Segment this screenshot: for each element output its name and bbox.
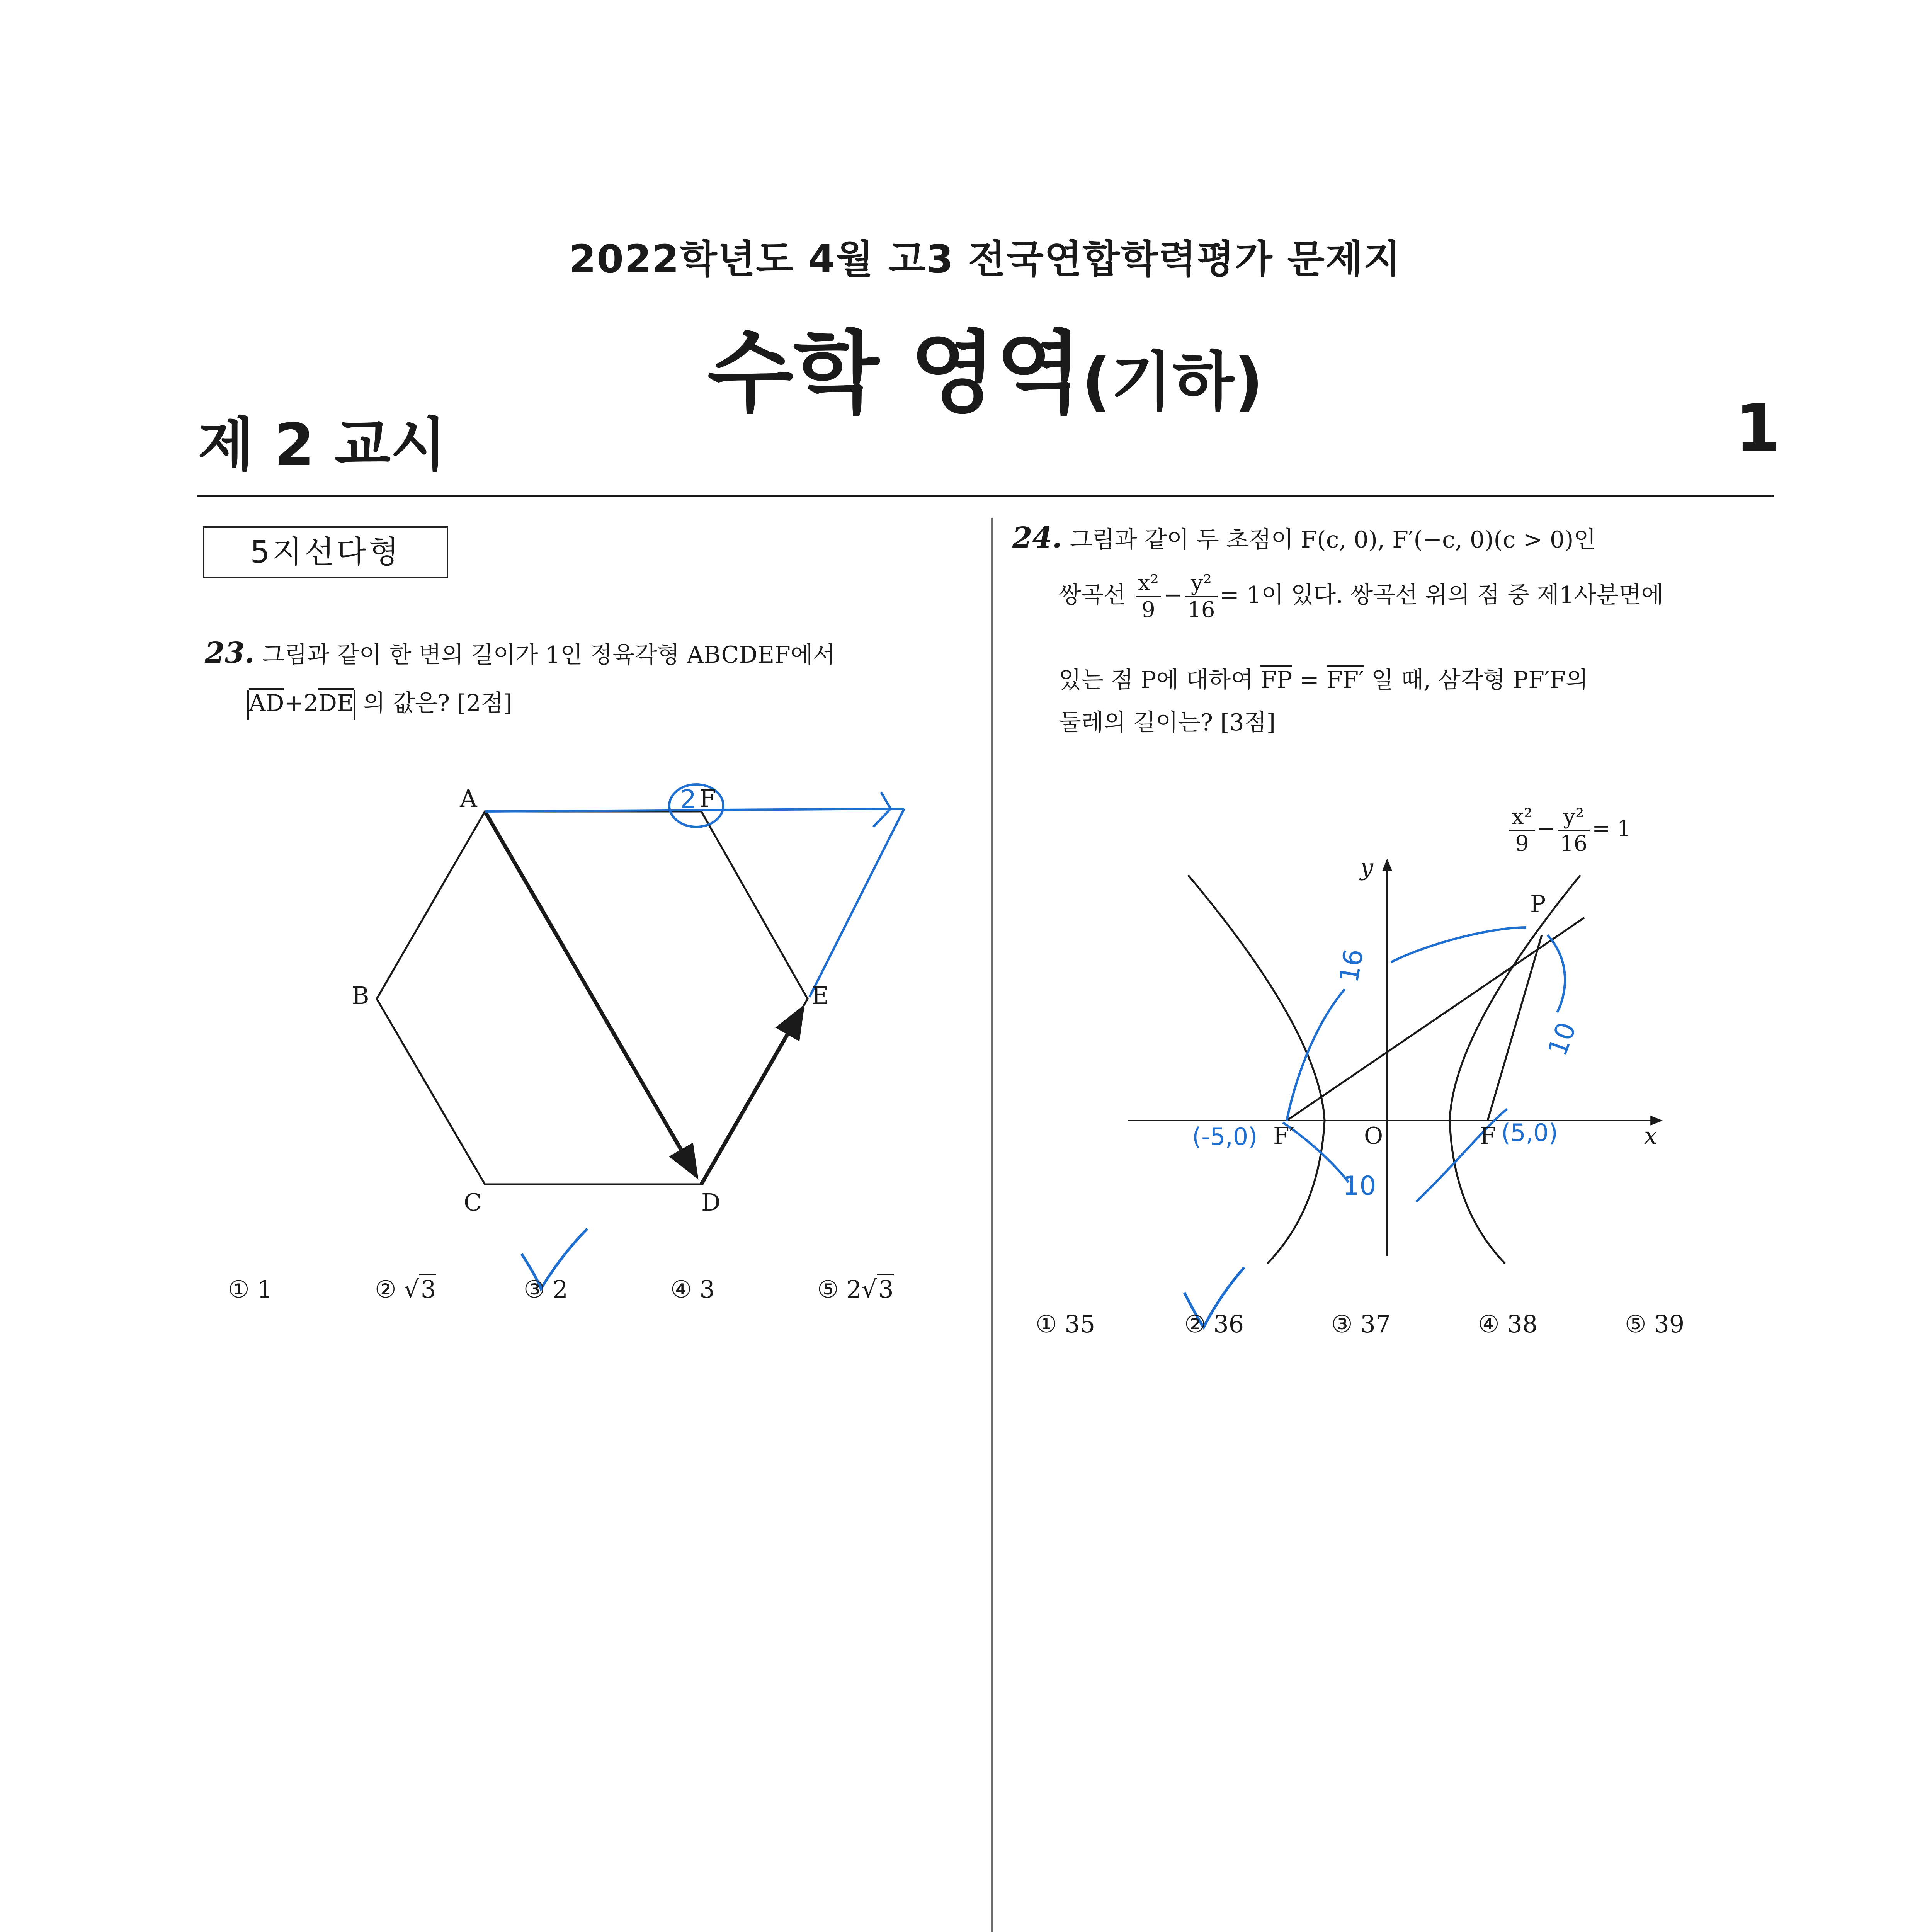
q24-text-1: 그림과 같이 두 초점이 F(c, 0), F′(−c, 0)(c > 0)인 (1070, 526, 1596, 553)
axis-label-x: x (1644, 1122, 1657, 1150)
segment-ffp: FF′ (1327, 665, 1364, 692)
q24-line4: 둘레의 길이는? [3점] (1059, 709, 1276, 736)
hyperbola-left-branch (1188, 875, 1325, 1264)
label-origin: O (1364, 1122, 1383, 1150)
q23-number: 23. (205, 636, 255, 670)
q24-choice-5[interactable]: ⑤ 39 (1625, 1310, 1685, 1338)
q24-text-3a: 있는 점 P에 대하여 (1059, 667, 1253, 694)
period-label: 제 2 교시 (198, 412, 447, 479)
label-f: F (699, 784, 716, 813)
graph-equation: $\frac{\text{x²}}{9}$ − $\frac{\text{y²}}{16}$ = 1 (1507, 804, 1631, 857)
q24-choice-4[interactable]: ④ 38 (1478, 1310, 1538, 1338)
eq-x-fraction: $\frac{\text{x²}}{9}$ (1136, 570, 1161, 623)
page-number: 1 (1735, 390, 1781, 467)
q23-choice-2[interactable]: ② √3 (375, 1275, 436, 1303)
q24-number: 24. (1012, 521, 1062, 554)
coefficient: 2 (303, 690, 318, 717)
line-fp-p-extended (1287, 918, 1584, 1121)
pen-note-length-a: 16 (1333, 947, 1370, 985)
label-c: C (464, 1188, 482, 1216)
equal-sign: = (1292, 667, 1327, 694)
q24-choice-1[interactable]: ① 35 (1036, 1310, 1095, 1338)
vector-ad: AD (249, 688, 284, 715)
q23-text-suffix: 의 값은? [2점] (362, 690, 513, 717)
eq-rhs: = 1 (1219, 582, 1262, 609)
label-e: E (811, 981, 829, 1010)
eq-minus: − (1163, 582, 1183, 609)
label-f-point: F (1480, 1122, 1496, 1150)
vector-de: DE (318, 688, 354, 715)
pen-arc-right (1548, 935, 1565, 1012)
section-label: 5지선다형 (203, 526, 448, 578)
eq-y-fraction: $\frac{\text{y²}}{16}$ (1185, 570, 1217, 623)
q24-choice-2[interactable]: ② 36 (1184, 1310, 1244, 1338)
q23-choice-1[interactable]: ① 1 (228, 1275, 272, 1303)
q24-text-3b: 일 때, 삼각형 PF′F의 (1371, 667, 1588, 694)
label-d: D (701, 1188, 721, 1216)
q23-choice-4[interactable]: ④ 3 (670, 1275, 715, 1303)
q23-choice-5[interactable]: ⑤ 2√3 (817, 1275, 894, 1303)
q23-text: 그림과 같이 한 변의 길이가 1인 정육각형 ABCDEF에서 (262, 641, 835, 668)
q24-text-2a: 쌍곡선 (1059, 582, 1126, 609)
q24-choice-3[interactable]: ③ 37 (1331, 1310, 1391, 1338)
subject-main: 수학 영역 (707, 322, 1082, 425)
segment-fp: FP (1260, 665, 1292, 692)
q23-choice-3[interactable]: ③ 2 (524, 1275, 568, 1303)
subject-sub: (기하) (1082, 345, 1264, 419)
label-a: A (460, 784, 477, 813)
pen-note-circled: 2 (680, 784, 696, 814)
plus-sign: + (284, 690, 304, 717)
pen-arc-top (1391, 927, 1526, 962)
pen-note-length-b: 10 (1542, 1018, 1583, 1060)
label-p: P (1530, 891, 1546, 918)
label-fprime-point: F′ (1273, 1122, 1295, 1150)
axis-label-y: y (1360, 854, 1373, 881)
q24-text-2b: 이 있다. 쌍곡선 위의 점 중 제1사분면에 (1261, 582, 1664, 609)
exam-title: 2022학년도 4월 고3 전국연합학력평가 문제지 (569, 236, 1402, 282)
pen-note-left-point: (-5,0) (1192, 1122, 1258, 1151)
label-b: B (352, 981, 369, 1010)
pen-note-right-point: (5,0) (1501, 1119, 1558, 1147)
pen-note-length-c: 10 (1343, 1171, 1376, 1201)
